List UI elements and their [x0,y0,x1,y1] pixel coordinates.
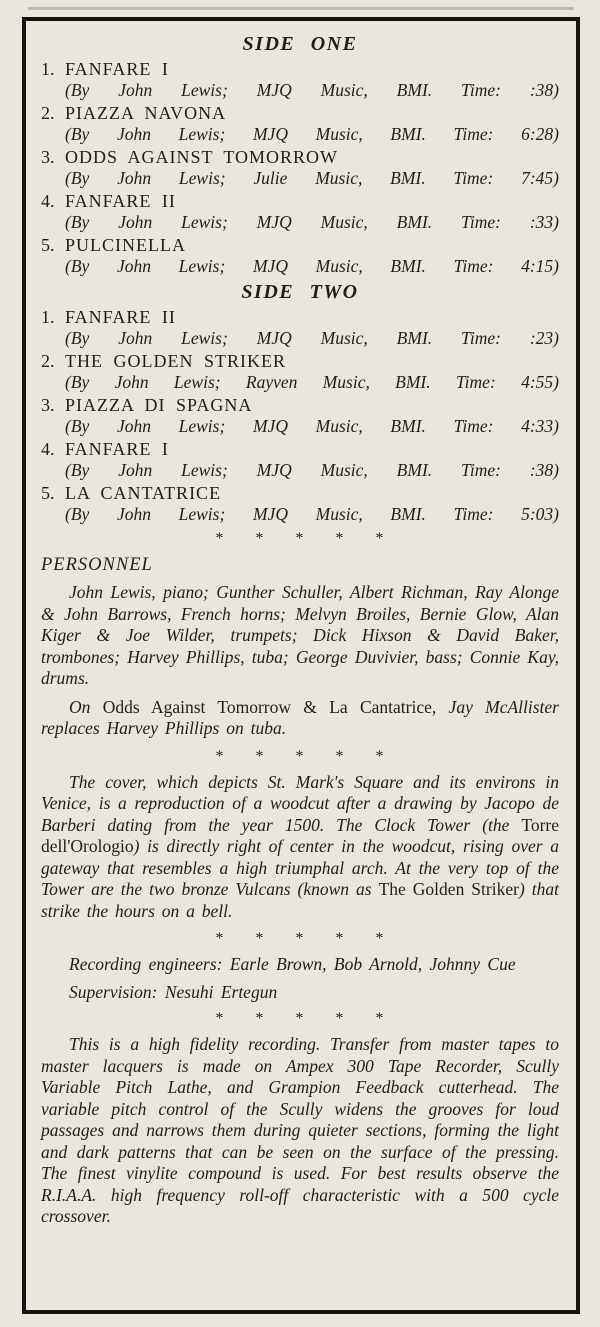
side-two-heading: SIDE TWO [241,281,359,303]
track-credit: (By John Lewis; Julie Music, BMI. Time: 7:45) [65,168,559,188]
track-number: 1. [41,307,55,327]
track-number: 3. [41,147,55,167]
track-item [41,59,559,101]
scan-artifact-streak [28,7,574,10]
track-item [41,483,559,525]
track-number: 5. [41,235,55,255]
track-item [41,439,559,481]
track-title: PIAZZA DI SPAGNA [65,395,253,415]
track-item [41,147,559,189]
track-item [41,191,559,233]
track-number: 1. [41,59,55,79]
substitution-note: On Odds Against Tomorrow & La Cantatrice, Jay McAllister replaces Harvey Phillips on tuba. [41,696,559,738]
track-number: 2. [41,351,55,371]
track-number: 5. [41,483,55,503]
asterisk-separator: * * * * * [215,1010,385,1027]
track-item [41,103,559,145]
cover-note: The cover, which depicts St. Mark's Square and its environs in Venice, is a reproduction of a woodcut after a drawing by Jacopo de Barberi dating from the year 1500. The Clock Tower (the Torre dell'Orologio) is directly right of center in the woodcut, rising over a gateway that resembles a high triumphal arch. At the very top of the Tower are the two bronze Vulcans (known as The Golden Striker) that strike the hours on a bell. [41,771,560,921]
track-credit: (By John Lewis; MJQ Music, BMI. Time: :33) [65,212,559,232]
track-credit: (By John Lewis; Rayven Music, BMI. Time: 4:55) [65,372,559,392]
track-title: FANFARE I [65,439,169,459]
track-item [41,307,559,349]
track-credit: (By John Lewis; MJQ Music, BMI. Time: 5:03) [65,504,559,524]
track-credit: (By John Lewis; MJQ Music, BMI. Time: 6:28) [65,124,559,144]
track-number: 4. [41,439,55,459]
track-number: 4. [41,191,55,211]
track-number: 2. [41,103,55,123]
track-title: FANFARE II [65,191,176,211]
liner-notes-panel [22,17,580,1314]
track-credit: (By John Lewis; MJQ Music, BMI. Time: 4:15) [65,256,559,276]
asterisk-separator: * * * * * [215,930,385,947]
supervision-credit: Supervision: Nesuhi Ertegun [69,981,278,1002]
track-title: FANFARE II [65,307,176,327]
side-one-heading: SIDE ONE [242,33,358,55]
asterisk-separator: * * * * * [215,530,385,547]
asterisk-separator: * * * * * [215,747,385,765]
track-title: THE GOLDEN STRIKER [65,351,286,371]
track-credit: (By John Lewis; MJQ Music, BMI. Time: :38) [65,460,559,480]
engineers-credit: Recording engineers: Earle Brown, Bob Arnold, Johnny Cue [69,954,516,974]
track-title: LA CANTATRICE [65,483,222,503]
track-title: PIAZZA NAVONA [65,103,227,123]
track-item [41,395,559,437]
track-title: PULCINELLA [65,235,186,255]
track-number: 3. [41,395,55,415]
side-two-track-list [41,307,559,525]
pressing-note: This is a high fidelity recording. Transfer from master tapes to master lacquers is made on Ampex 300 Tape Recorder, Scully Variable Pitch Lathe, and Grampion Feedback cutterhead. The variable pitch control of the Scully widens the grooves for loud passages and narrows them during quieter sections, forming the light and dark patterns that can be seen on the surface of the pressing. The finest vinylite compound is used. For best results observe the R.I.A.A. high frequency roll-off characteristic with a 500 cycle crossover. [41,1034,559,1226]
track-item [41,351,559,393]
personnel-roster: John Lewis, piano; Gunther Schuller, Albert Richman, Ray Alonge & John Barrows, French horns; Melvyn Broiles, Bernie Glow, Alan Kiger & Joe Wilder, trumpets; Dick Hixson & David Baker, trombones; Harvey Phillips, tuba; George Duvivier, bass; Connie Kay, drums. [41,582,559,688]
track-credit: (By John Lewis; MJQ Music, BMI. Time: 4:33) [65,416,559,436]
track-title: ODDS AGAINST TOMORROW [65,147,339,167]
track-credit: (By John Lewis; MJQ Music, BMI. Time: :23) [65,328,559,348]
track-title: FANFARE I [65,59,169,79]
track-item [41,235,559,277]
side-one-track-list [41,59,559,277]
track-credit: (By John Lewis; MJQ Music, BMI. Time: :38) [65,80,559,100]
personnel-heading: PERSONNEL [41,555,153,575]
